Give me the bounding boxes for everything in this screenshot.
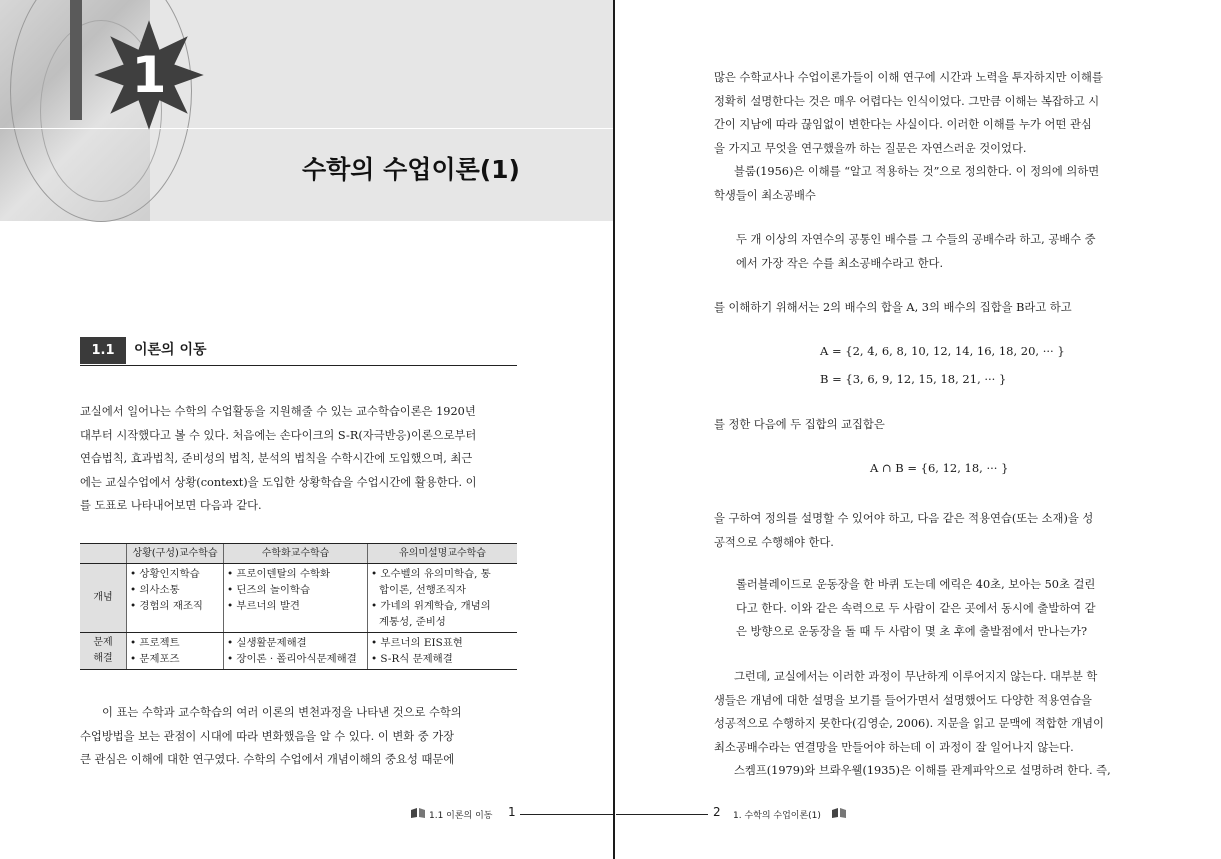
text-line: 교실에서 일어나는 수학의 수업활동을 지원해줄 수 있는 교수학습이론은 1920년	[80, 405, 476, 418]
text-line: 정확히 설명한다는 것은 매우 어렵다는 인식이었다. 그만큼 이해는 복잡하고 시	[714, 94, 1100, 108]
text-line: 간이 지남에 따라 끊임없이 변한다는 사실이다. 이러한 이해를 누가 어떤 관심	[714, 118, 1092, 131]
text-line: 롤러블레이드로 운동장을 한 바퀴 도는데 에릭은 40초, 보아는 50초 걸린	[736, 578, 1096, 591]
table-row	[80, 564, 517, 633]
theory-table	[80, 543, 517, 670]
text-line: 최소공배수라는 연결망을 만들어야 하는데 이 과정이 잘 일어나지 않는다.	[714, 740, 1074, 754]
text-line: 연습법칙, 효과법칙, 준비성의 법칙, 분석의 법칙을 수학시간에 도입했으며, 최근	[80, 452, 473, 465]
table-row-label: 문제 해결	[80, 633, 127, 670]
footer-rule	[520, 814, 614, 815]
footer-section-label: 1.1 이론의 이동	[429, 811, 493, 821]
text-line: 을 구하여 정의를 설명할 수 있어야 하고, 다음 같은 적용연습(또는 소재)을 성	[714, 512, 1094, 525]
text-line: 대부터 시작했다고 볼 수 있다. 처음에는 손다이크의 S-R(자극반응)이론으로부터	[80, 428, 477, 442]
lcm-definition	[736, 228, 1150, 275]
text-line: 두 개 이상의 자연수의 공통인 배수를 그 수들의 공배수라 하고, 공배수 중	[736, 233, 1096, 246]
table-header-cell: 유의미설명교수학습	[368, 544, 518, 564]
text-line: 성공적으로 수행하지 못한다(김영순, 2006). 지문을 읽고 문맥에 적합한 개념이	[714, 717, 1104, 730]
footer-chapter-label: 1. 수학의 수업이론(1)	[733, 811, 821, 821]
right-page	[616, 0, 1221, 859]
table-cell: • 부르너의 EIS표현 • S-R식 문제해결	[368, 633, 518, 670]
after-table-paragraph	[80, 701, 517, 772]
table-header-cell: 수학화교수학습	[224, 544, 368, 564]
text-line: 많은 수학교사나 수업이론가들이 이해 연구에 시간과 노력을 투자하지만 이해를	[714, 71, 1103, 84]
text-line: 스켐프(1979)와 브롸우웰(1935)은 이해를 관계파악으로 설명하려 한다. 즉,	[734, 764, 1111, 777]
table-cell: • 상황인지학습 • 의사소통 • 경험의 재조직	[127, 564, 224, 633]
intersection-formula: A ∩ B = {6, 12, 18, ··· }	[870, 461, 1009, 475]
right-paragraph-3	[714, 665, 1150, 783]
text-line: 공적으로 수행해야 한다.	[714, 535, 834, 549]
text-line: 생들은 개념에 대한 설명을 보기를 들어가면서 설명했어도 다양한 적용연습을	[714, 693, 1092, 707]
footer-rule	[616, 814, 708, 815]
text-line: 이 표는 수학과 교수학습의 여러 이론의 변천과정을 나타낸 것으로 수학의	[102, 706, 462, 719]
text-line: 를 이해하기 위해서는 2의 배수의 합을 A, 3의 배수의 집합을 B라고 하고	[714, 301, 1072, 314]
text-line: 블룸(1956)은 이해를 “알고 적용하는 것”으로 정의한다. 이 정의에 의하면	[734, 165, 1100, 178]
intersection-intro	[714, 413, 1150, 437]
table-cell: • 오수벨의 유의미학습, 통 합이론, 선행조직자 • 가네의 위계학습, 개념의 계통성, 준비성	[368, 564, 518, 633]
table-header-cell	[80, 544, 127, 564]
text-line: 를 정한 다음에 두 집합의 교집합은	[714, 418, 885, 431]
table-cell: • 실생활문제해결 • 장이론 · 폴리아식문제해결	[224, 633, 368, 670]
text-line: 를 도표로 나타내어보면 다음과 같다.	[80, 499, 262, 512]
right-paragraph-1	[714, 66, 1150, 207]
book-spine	[613, 0, 615, 859]
text-line: 큰 관심은 이해에 대한 연구였다. 수학의 수업에서 개념이해의 중요성 때문에	[80, 753, 455, 766]
set-b: B = {3, 6, 9, 12, 15, 18, 21, ··· }	[820, 372, 1007, 386]
book-icon	[410, 807, 426, 819]
practice-paragraph	[714, 507, 1150, 554]
footer-page-number: 1	[508, 805, 516, 819]
rollerblade-problem	[736, 573, 1150, 644]
text-line: 에서 가장 작은 수를 최소공배수라고 한다.	[736, 256, 944, 270]
footer-page-number: 2	[713, 805, 721, 819]
text-line: 을 가지고 무엇을 연구했을까 하는 질문은 자연스러운 것이었다.	[714, 141, 1027, 155]
book-icon	[831, 807, 847, 819]
chapter-number: 1	[131, 46, 167, 104]
chapter-title: 수학의 수업이론(1)	[301, 155, 520, 184]
table-cell: • 프로젝트 • 문제포즈	[127, 633, 224, 670]
text-line: 다고 한다. 이와 같은 속력으로 두 사람이 같은 곳에서 동시에 출발하여 같	[736, 601, 1096, 615]
text-line: 은 방향으로 운동장을 돌 때 두 사람이 몇 초 후에 출발점에서 만나는가?	[736, 625, 1088, 638]
text-line: 그런데, 교실에서는 이러한 과정이 무난하게 이루어지지 않는다. 대부분 학	[734, 670, 1098, 683]
table-header-cell: 상황(구성)교수학습	[127, 544, 224, 564]
text-line: 학생들이 최소공배수	[714, 188, 816, 202]
section-heading	[80, 337, 517, 366]
set-a: A = {2, 4, 6, 8, 10, 12, 14, 16, 18, 20, ··· }	[820, 344, 1065, 358]
section-title: 이론의 이동	[134, 342, 207, 358]
sets-intro	[714, 296, 1150, 320]
table-row-label: 개념	[80, 564, 127, 633]
section-number: 1.1	[80, 337, 126, 364]
table-cell: • 프로이덴탈의 수학화 • 딘즈의 놀이학습 • 부르너의 발견	[224, 564, 368, 633]
table-row	[80, 633, 517, 670]
text-line: 에는 교실수업에서 상황(context)을 도입한 상황학습을 수업시간에 활용한다. 이	[80, 475, 477, 489]
intro-paragraph	[80, 400, 517, 518]
table-header-row	[80, 544, 517, 564]
text-line: 수업방법을 보는 관점이 시대에 따라 변화했음을 알 수 있다. 이 변화 중 가장	[80, 729, 455, 743]
